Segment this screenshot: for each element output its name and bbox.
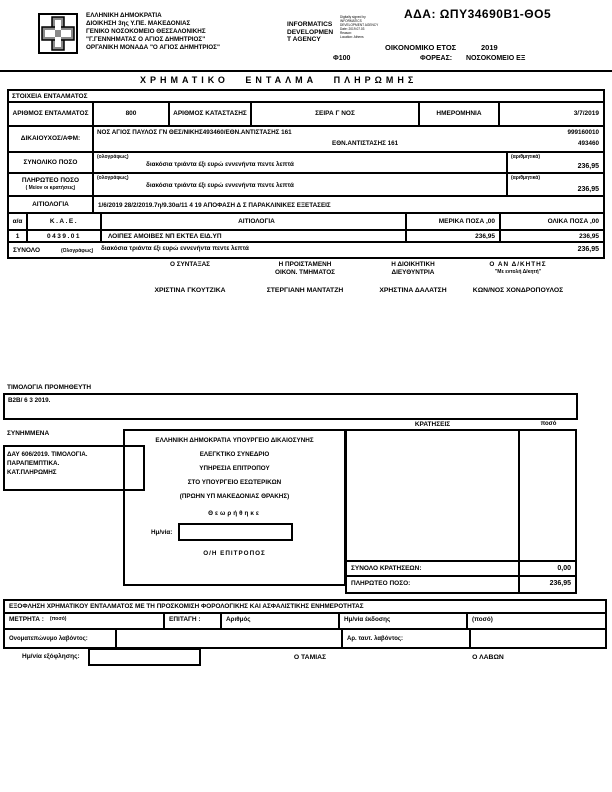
total-amount-row bbox=[9, 153, 603, 174]
signatory-drafter bbox=[125, 261, 255, 297]
signatory-title: Η ΔΙΟΙΚΗΤΙΚΗ bbox=[391, 261, 435, 268]
payable-amount-value: 236,95 bbox=[577, 186, 599, 193]
settlement-method-row bbox=[5, 614, 605, 630]
cheque-label: ΕΠΙΤΑΓΗ : bbox=[165, 614, 222, 628]
date-label: ΗΜΕΡΟΜΗΝΙΑ bbox=[420, 103, 500, 125]
recipient-row bbox=[5, 630, 605, 647]
attachment-line: ΠΑΡΑΠΕΜΠΤΙΚΑ. bbox=[7, 460, 60, 467]
payable-amount-words: διακόσια τριάντα έξι ευρώ εννενήντα πεντε λεπτά bbox=[146, 182, 294, 189]
cash-amount-label: (ποσό) bbox=[49, 616, 67, 622]
auditor-line: ΣΤΟ ΥΠΟΥΡΓΕΙΟ ΕΣΩΤΕΡΙΚΩΝ bbox=[187, 479, 282, 486]
status-number-label: ΑΡΙΘΜΟΣ ΚΑΤΑΣΤΑΣΗΣ bbox=[170, 103, 252, 125]
attachment-line: ΔΑΥ 606/2019. ΤΙΜΟΛΟΓΙΑ. bbox=[7, 451, 88, 458]
signatory-title: Ο ΣΥΝΤΑΞΑΣ bbox=[169, 261, 211, 268]
recipient-label: Ο ΛΑΒΩΝ bbox=[472, 654, 504, 661]
reason-row bbox=[9, 197, 603, 214]
payee-address: ΕΘΝ.ΑΝΤΙΣΤΑΣΗΣ 161 bbox=[332, 140, 399, 147]
items-header-row bbox=[9, 214, 603, 231]
auditor-line: ΥΠΗΡΕΣΙΑ ΕΠΙΤΡΟΠΟΥ bbox=[199, 465, 270, 472]
invoices-box bbox=[3, 393, 578, 420]
deductions-total-value: 0,00 bbox=[557, 565, 571, 572]
numeric-label: (αριθμητικά) bbox=[511, 154, 541, 160]
cheque-number-label: Αριθμός bbox=[222, 614, 340, 628]
ada-code: ΑΔΑ: ΩΠΥ34690Β1-ΘΟ5 bbox=[404, 7, 552, 21]
cashier-label: Ο ΤΑΜΙΑΣ bbox=[293, 654, 327, 661]
item-reason: ΛΟΙΠΕΣ ΑΜΟΙΒΕΣ ΝΠ ΕΚΤΕΛ ΕΙΔ.ΥΠ bbox=[102, 231, 407, 241]
page-title: ΧΡΗΜΑΤΙΚΟ ΕΝΤΑΛΜΑ ΠΛΗΡΩΜΗΣ bbox=[140, 75, 418, 85]
deductions-list-area bbox=[347, 431, 575, 562]
sum-amount: 236,95 bbox=[577, 246, 599, 253]
cash-label: ΜΕΤΡΗΤΑ : bbox=[9, 616, 44, 623]
date-value: 3/7/2019 bbox=[573, 110, 599, 118]
warrant-number-value: 800 bbox=[94, 103, 170, 125]
auditor-line: (ΠΡΩΗΝ ΥΠ ΜΑΚΕΔΟΝΙΑΣ ΘΡΑΚΗΣ) bbox=[179, 493, 290, 500]
deductions-box bbox=[345, 429, 577, 594]
agency-line: INFORMATICS bbox=[287, 21, 333, 28]
stamp-line: INFORMATICS bbox=[340, 19, 362, 23]
col-kae: Κ.Α.Ε. bbox=[28, 214, 102, 229]
warrant-number-label: ΑΡΙΘΜΟΣ ΕΝΤΑΛΜΑΤΟΣ bbox=[9, 103, 94, 125]
payee-label: ΔΙΚΑΙΟΥΧΟΣ/ΑΦΜ: bbox=[9, 127, 94, 151]
foreas-label: ΦΟΡΕΑΣ: bbox=[420, 55, 453, 62]
item-num: 1 bbox=[9, 231, 28, 241]
issuer-line: ΔΙΟΙΚΗΣΗ 3ης Υ.ΠΕ. ΜΑΚΕΔΟΝΙΑΣ bbox=[86, 20, 191, 27]
signatory-finance-head bbox=[245, 261, 365, 297]
cross-emblem-icon bbox=[38, 13, 78, 54]
settlement-box bbox=[3, 599, 607, 649]
deductions-header: ΚΡΑΤΗΣΕΙΣ bbox=[414, 421, 451, 428]
commissioner-label: Ο/Η ΕΠΙΤΡΟΠΟΣ bbox=[203, 550, 266, 557]
col-reason: ΑΙΤΙΟΛΟΓΙΑ bbox=[102, 214, 407, 229]
stamp-line: Reason: bbox=[340, 31, 352, 35]
deductions-total-row bbox=[347, 562, 575, 577]
signatory-title2: ΔΙΕΥΘΥΝΤΡΙΑ bbox=[391, 268, 435, 276]
issuer-line: ΟΡΓΑΝΙΚΗ ΜΟΝΑΔΑ "Ο ΑΓΙΟΣ ΔΗΜΗΤΡΙΟΣ" bbox=[86, 44, 220, 51]
warrant-header-row bbox=[9, 103, 603, 127]
cheque-date-label: Ημ/νία έκδοσης bbox=[340, 614, 468, 628]
item-partial: 236,95 bbox=[407, 231, 501, 241]
recipient-name-label: Ονοματεπώνυμο λαβόντος: bbox=[5, 630, 117, 647]
attachments-label: ΣΥΝΗΜΜΕΝΑ bbox=[7, 430, 50, 437]
foreas-value: ΝΟΣΟΚΟΜΕΙΟ ΕΞ bbox=[466, 55, 526, 62]
table-row bbox=[9, 231, 603, 243]
deductions-total-label: ΣΥΝΟΛΟ ΚΡΑΤΗΣΕΩΝ: bbox=[347, 562, 520, 575]
payee-name: ΝΟΣ ΑΓΙΟΣ ΠΑΥΛΟΣ ΓΝ ΘΕΣ/ΝΙΚΗΣ493460/ΕΘΝ.ΑΝΤΙΣΤΑΣΗΣ 161 bbox=[97, 129, 292, 136]
payee-afm: 999160010 bbox=[567, 129, 599, 136]
auditor-date-label: Ημ/νία: bbox=[151, 528, 173, 536]
item-total: 236,95 bbox=[579, 232, 599, 240]
stamp-line: Digitally signed by bbox=[340, 15, 366, 19]
signatory-title2: "Με εντολή Δ/κητή" bbox=[494, 268, 542, 275]
payee-row bbox=[9, 127, 603, 153]
approved-label: Θεωρήθηκε bbox=[208, 510, 261, 517]
signatory-commander bbox=[452, 261, 584, 297]
warrant-table bbox=[7, 89, 605, 259]
total-amount-words: διακόσια τριάντα έξι ευρώ εννενήντα πεντε λεπτά bbox=[146, 161, 294, 168]
invoices-value: Β2Β/ 6 3 2019. bbox=[8, 397, 51, 404]
payee-code: 493460 bbox=[577, 140, 599, 147]
col-num: α/α bbox=[9, 214, 28, 229]
digital-signature-details bbox=[340, 15, 378, 39]
net-payable-label: ΠΛΗΡΩΤΕΟ ΠΟΣΟ: bbox=[347, 577, 520, 592]
recipient-id-field[interactable] bbox=[471, 630, 605, 647]
stamp-line: Date: 2019.07.03 bbox=[340, 27, 365, 31]
auditor-box bbox=[123, 429, 346, 586]
stamp-line: Location: Athens bbox=[340, 35, 364, 39]
net-payable-value: 236,95 bbox=[549, 580, 571, 587]
issuer-line: ΓΕΝΙΚΟ ΝΟΣΟΚΟΜΕΙΟ ΘΕΣΣΑΛΟΝΙΚΗΣ bbox=[86, 28, 206, 35]
signatory-title: Η ΠΡΟΙΣΤΑΜΕΝΗ bbox=[278, 261, 332, 268]
series-value: ΣΕΙΡΑ Γ ΝΟΣ bbox=[252, 103, 420, 125]
horizontal-rule bbox=[0, 70, 612, 72]
signatory-name: ΚΩΝ/ΝΟΣ ΧΟΝΔΡΟΠΟΥΛΟΣ bbox=[472, 287, 564, 294]
total-amount-label: ΣΥΝΟΛΙΚΟ ΠΟΣΟ bbox=[9, 153, 94, 172]
auditor-date-field[interactable] bbox=[178, 523, 293, 541]
signatory-title: Ο ΑΝ Δ/ΚΗΤΗΣ bbox=[489, 261, 547, 268]
sum-label: ΣΥΝΟΛΟ bbox=[13, 247, 41, 254]
signatory-name: ΧΡΗΣΤΙΝΑ ΔΑΛΑΤΣΗ bbox=[379, 287, 447, 294]
in-words-label: (ολογράφως) bbox=[97, 154, 129, 160]
signatory-name: ΣΤΕΡΓΙΑΝΗ ΜΑΝΤΑΤΖΗ bbox=[266, 287, 344, 294]
col-total: ΟΛΙΚΑ ΠΟΣΑ ,00 bbox=[547, 218, 599, 225]
issuer-line: "Γ.ΓΕΝΝΗΜΑΤΑΣ Ο ΑΓΙΟΣ ΔΗΜΗΤΡΙΟΣ" bbox=[86, 36, 206, 43]
digital-signature-agency bbox=[287, 21, 333, 44]
signatory-name: ΧΡΙΣΤΙΝΑ ΓΚΟΥΤΖΙΚΑ bbox=[154, 287, 226, 294]
agency-line: DEVELOPMEN bbox=[287, 28, 334, 36]
reason-text: 1/6/2019 28/2/2019.7η/9.30α/11 4 19 ΑΠΟΦΑΣΗ Δ Σ ΠΑΡΑΚΛΙΝΙΚΕΣ ΕΞΕΤΑΣΕΙΣ bbox=[98, 202, 331, 209]
warrant-section-title: ΣΤΟΙΧΕΙΑ ΕΝΤΑΛΜΑΤΟΣ bbox=[9, 91, 603, 103]
sum-in-words-label: (Ολογράφως) bbox=[61, 248, 94, 254]
payable-amount-row bbox=[9, 174, 603, 197]
signatory-title2: ΟΙΚΟΝ. ΤΜΗΜΑΤΟΣ bbox=[274, 268, 336, 276]
item-kae: 0439.01 bbox=[28, 231, 102, 241]
total-amount-value: 236,95 bbox=[577, 163, 599, 170]
deductions-column-divider bbox=[518, 431, 520, 560]
issuer-block bbox=[86, 12, 220, 52]
reason-label: ΑΙΤΙΟΛΟΓΙΑ bbox=[9, 197, 94, 212]
agency-line: T AGENCY bbox=[287, 36, 321, 44]
in-words-label: (ολογράφως) bbox=[97, 175, 129, 181]
payable-sublabel: ( Μείον οι κρατήσεις) bbox=[25, 184, 76, 191]
recipient-name-field[interactable] bbox=[117, 630, 343, 647]
numeric-label: (αριθμητικά) bbox=[511, 175, 541, 181]
payable-amount-label: ΠΛΗΡΩΤΕΟ ΠΟΣΟ bbox=[21, 177, 80, 184]
col-partial: ΜΕΡΙΚΑ ΠΟΣΑ ,00 bbox=[407, 214, 501, 229]
auditor-line: ΕΛΕΓΚΤΙΚΟ ΣΥΝΕΔΡΙΟ bbox=[199, 451, 270, 458]
fiscal-year-value: 2019 bbox=[481, 43, 498, 52]
invoices-label: ΤΙΜΟΛΟΓΙΑ ΠΡΟΜΗΘΕΥΤΗ bbox=[7, 384, 92, 391]
issuer-line: ΕΛΛΗΝΙΚΗ ΔΗΜΟΚΡΑΤΙΑ bbox=[86, 12, 162, 19]
sum-row bbox=[9, 243, 603, 257]
net-payable-row bbox=[347, 577, 575, 592]
auditor-line: ΕΛΛΗΝΙΚΗ ΔΗΜΟΚΡΑΤΙΑ ΥΠΟΥΡΓΕΙΟ ΔΙΚΑΙΟΣΥΝΗΣ bbox=[155, 437, 314, 444]
stamp-line: DEVELOPMENT AGENCY bbox=[340, 23, 379, 27]
cheque-amount-label: (ποσό) bbox=[472, 616, 493, 623]
attachment-line: ΚΑΤ.ΠΛΗΡΩΜΗΣ bbox=[7, 469, 57, 476]
payment-date-field[interactable] bbox=[88, 648, 201, 666]
payment-date-label: Ημ/νία εξόφλησης: bbox=[22, 653, 80, 660]
fiscal-year-label: ΟΙΚΟΝΟΜΙΚΟ ΕΤΟΣ bbox=[385, 43, 457, 52]
sum-words: διακόσια τριάντα έξι ευρώ εννενήντα πεντε λεπτά bbox=[101, 245, 249, 252]
recipient-id-label: Αρ. ταυτ. λαβόντος: bbox=[343, 630, 471, 647]
phi-code: Φ100 bbox=[333, 55, 351, 62]
settlement-notice: ΕΞΟΦΛΗΣΗ ΧΡΗΜΑΤΙΚΟΥ ΕΝΤΑΛΜΑΤΟΣ ΜΕ ΤΗ ΠΡΟΣΚΟΜΙΣΗ ΦΟΡΟΛΟΓΙΚΗΣ ΚΑΙ ΑΣΦΑΛΙΣΤΙΚΗΣ ΕΝΗΜΕΡΟΤΗΤΑΣ bbox=[5, 601, 605, 614]
deductions-amount-header: ποσό bbox=[540, 421, 557, 427]
